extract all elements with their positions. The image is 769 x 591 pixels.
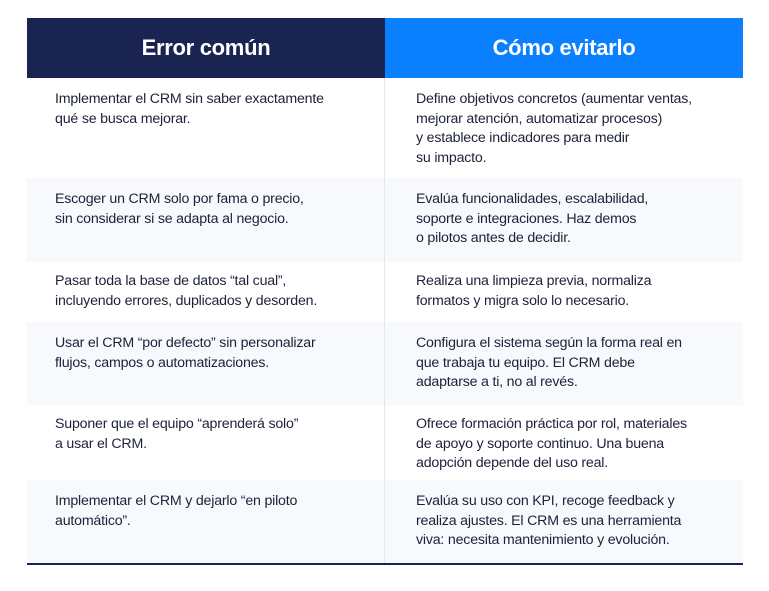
solution-cell: Evalúa funcionalidades, escalabilidad, soporte e integraciones. Haz demos o pilotos antes de decidir. — [416, 191, 649, 246]
solution-cell: Configura el sistema según la forma real en que trabaja tu equipo. El CRM debe adaptarse a ti, no al revés. — [416, 335, 682, 390]
table-row — [27, 262, 743, 322]
table-row — [27, 480, 743, 563]
table-row — [27, 78, 743, 178]
error-cell: Usar el CRM “por defecto” sin personalizar flujos, campos o automatizaciones. — [27, 322, 385, 405]
table-row — [27, 322, 743, 405]
solution-cell: Define objetivos concretos (aumentar ventas, mejorar atención, automatizar procesos) y establece indicadores para medir su impacto. — [416, 91, 692, 166]
solution-cell: Evalúa su uso con KPI, recoge feedback y realiza ajustes. El CRM es una herramienta viva: necesita mantenimiento y evolución. — [416, 493, 682, 548]
header-solution: Cómo evitarlo — [385, 18, 743, 78]
table-row — [27, 405, 743, 480]
error-cell: Pasar toda la base de datos “tal cual”, incluyendo errores, duplicados y desorden. — [27, 262, 385, 322]
error-cell: Suponer que el equipo “aprenderá solo” a usar el CRM. — [27, 405, 385, 480]
error-cell: Implementar el CRM sin saber exactamente qué se busca mejorar. — [27, 78, 385, 178]
table-header — [27, 18, 743, 78]
crm-errors-table — [27, 18, 743, 565]
error-cell: Escoger un CRM solo por fama o precio, sin considerar si se adapta al negocio. — [27, 178, 385, 262]
table-row — [27, 178, 743, 262]
solution-cell: Realiza una limpieza previa, normaliza formatos y migra solo lo necesario. — [416, 273, 652, 309]
header-error: Error común — [27, 18, 385, 78]
solution-cell: Ofrece formación práctica por rol, materiales de apoyo y soporte continuo. Una buena adopción depende del uso real. — [416, 416, 687, 471]
error-cell: Implementar el CRM y dejarlo “en piloto automático”. — [27, 480, 385, 563]
